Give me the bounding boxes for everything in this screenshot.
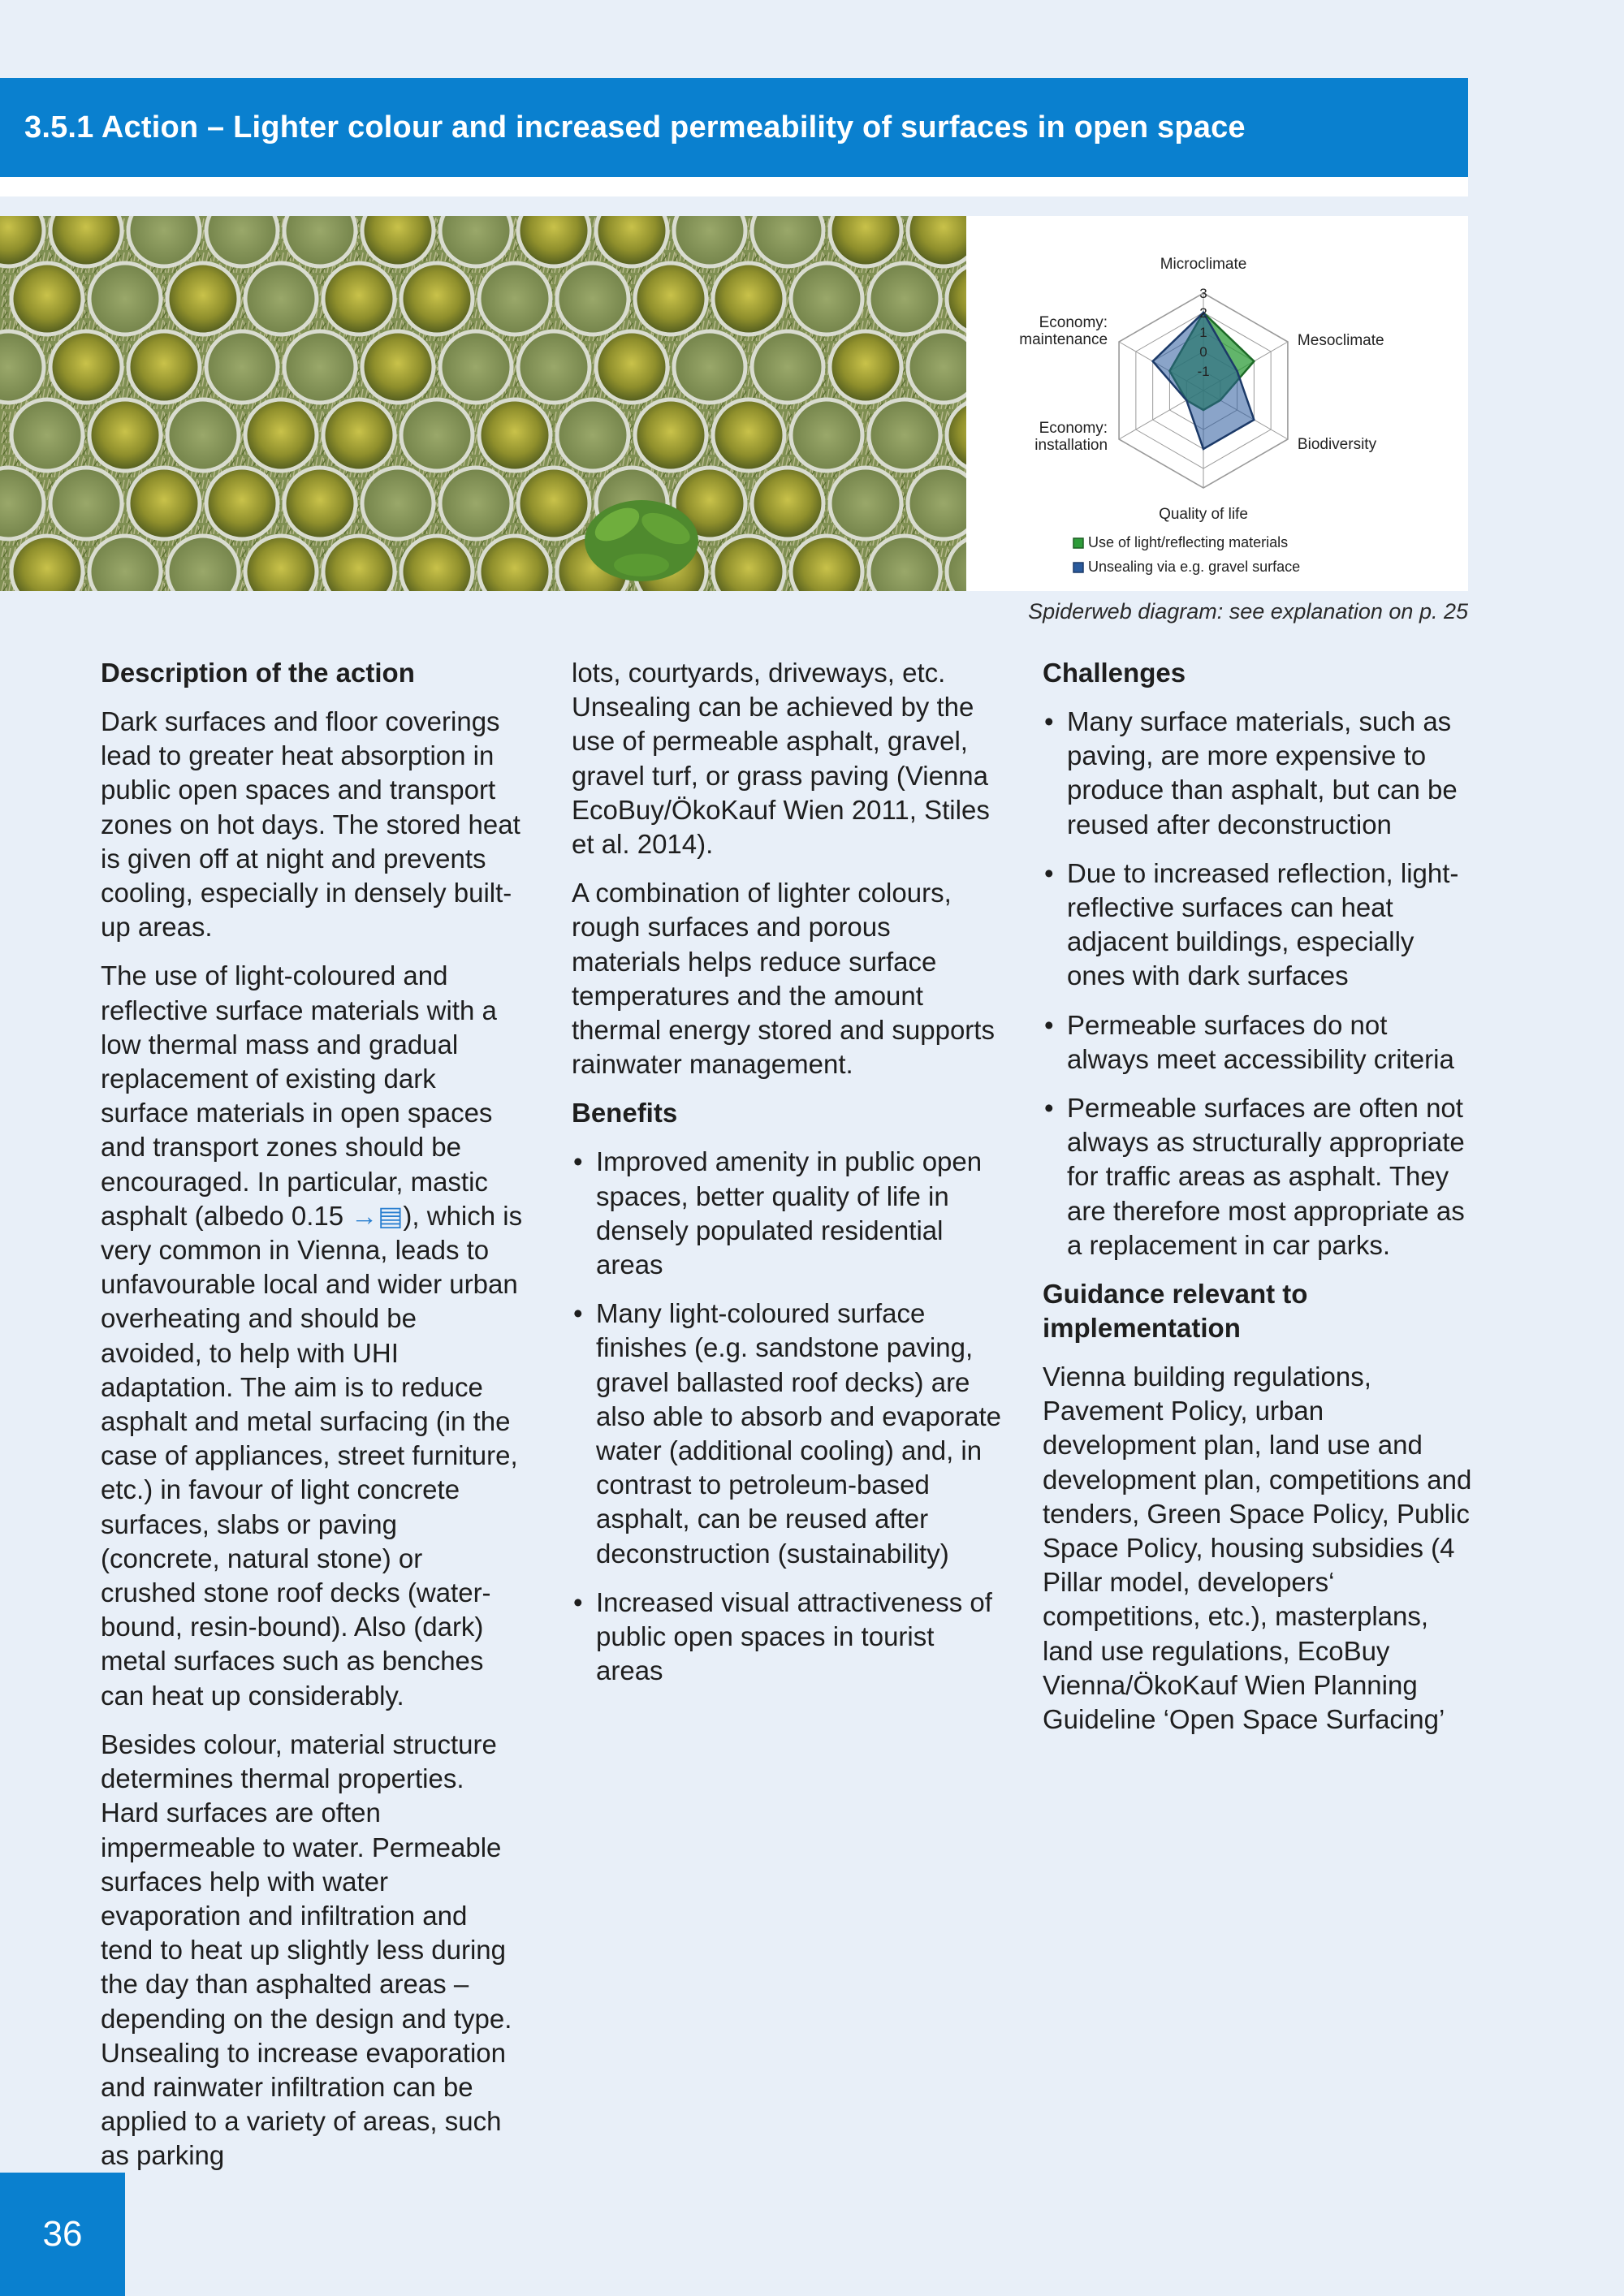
paving-cell — [128, 468, 200, 539]
paving-cell — [557, 399, 628, 471]
paving-cell — [206, 216, 278, 266]
spiderweb-diagram — [966, 216, 1468, 591]
radar-axis-label: Quality of life — [1159, 506, 1248, 523]
paving-cell — [50, 468, 122, 539]
description-heading: Description of the action — [101, 658, 415, 688]
benefits-heading: Benefits — [572, 1098, 678, 1129]
paving-cell — [791, 263, 862, 334]
list-item: • Many light-coloured surface finishes (e.g. sandstone paving, gravel ballasted roof decks) are also able to absorb and evaporate water (additional cooling) and, in contrast to petroleum-based asphalt, can be reused after deconstruction (sustainability) — [572, 1297, 1002, 1571]
paving-cell — [596, 331, 667, 403]
paving-cell — [245, 399, 317, 471]
paving-cell — [518, 468, 590, 539]
paving-cell — [401, 263, 473, 334]
paving-cell — [11, 399, 83, 471]
description-paragraph-2 — [101, 959, 523, 1712]
benefits-list — [572, 1145, 1002, 1688]
paving-cell — [323, 536, 395, 591]
paving-cell — [440, 468, 512, 539]
column-challenges — [1043, 656, 1473, 1751]
paving-cell — [245, 536, 317, 591]
paving-cell — [50, 331, 122, 403]
radar-tick-label: 3 — [1199, 286, 1207, 301]
paving-cell — [557, 263, 628, 334]
paving-cell — [908, 331, 966, 403]
legend-swatch-unsealing — [1073, 563, 1083, 572]
description-paragraph-2-start: The use of light-coloured and reflective surface materials with a low thermal mass and gradual replacement of existing dark surface materials in open spaces and transport zones should be encouraged. In particular, mastic asphalt (albedo 0.15 — [101, 960, 497, 1231]
challenges-heading: Challenges — [1043, 658, 1186, 688]
paving-cell — [830, 216, 901, 266]
paving-cell — [440, 331, 512, 403]
paving-cell — [791, 536, 862, 591]
page-number-box — [0, 2173, 125, 2296]
list-item: • Due to increased reflection, light-reflective surfaces can heat adjacent buildings, especially ones with dark surfaces — [1043, 857, 1473, 994]
paving-cell — [908, 468, 966, 539]
paving-cell — [752, 331, 823, 403]
section-title: 3.5.1 Action – Lighter colour and increased permeability of surfaces in open space — [24, 110, 1246, 145]
paving-cell — [635, 263, 706, 334]
paving-cell — [713, 399, 784, 471]
paving-cell — [713, 536, 784, 591]
paving-cell — [440, 216, 512, 266]
paving-cell — [167, 263, 239, 334]
paving-cell — [713, 263, 784, 334]
paving-cell — [245, 263, 317, 334]
list-item: • Improved amenity in public open spaces, better quality of life in densely populated residential areas — [572, 1145, 1002, 1282]
paving-cell — [206, 331, 278, 403]
paving-cell — [128, 216, 200, 266]
figure-caption: Spiderweb diagram: see explanation on p. 25 — [1028, 599, 1468, 624]
paving-cell — [674, 216, 745, 266]
paving-cell — [89, 399, 161, 471]
paving-cell — [791, 399, 862, 471]
legend-label-unsealing: Unsealing via e.g. gravel surface — [1088, 559, 1301, 575]
paving-cell — [11, 263, 83, 334]
paving-cell — [518, 331, 590, 403]
paving-cell — [869, 399, 940, 471]
paving-cell — [401, 536, 473, 591]
paving-cell — [362, 216, 434, 266]
combination-paragraph: A combination of lighter colours, rough surfaces and porous materials helps reduce surface temperatures and the amount thermal energy stored and supports rainwater management. — [572, 878, 995, 1080]
paving-cell — [752, 468, 823, 539]
unsealing-paragraph: lots, courtyards, driveways, etc. Unsealing can be achieved by the use of permeable asphalt, gravel, gravel turf, or grass paving (Vienna EcoBuy/ÖkoKauf Wien 2011, Stiles et al. 2014). — [572, 658, 990, 860]
paving-cell — [167, 399, 239, 471]
paving-cell — [518, 216, 590, 266]
legend-label-light: Use of light/reflecting materials — [1088, 534, 1289, 550]
title-divider — [0, 177, 1468, 196]
list-item: • Many surface materials, such as paving, are more expensive to produce than asphalt, but can be reused after deconstruction — [1043, 705, 1473, 842]
paving-cell — [128, 331, 200, 403]
glossary-link-icon[interactable]: →▤ — [351, 1200, 404, 1231]
radar-axis-label: Mesoclimate — [1297, 332, 1384, 349]
paving-cell — [206, 468, 278, 539]
paving-cell — [89, 263, 161, 334]
radar-tick-label: -1 — [1197, 364, 1210, 379]
description-paragraph-2-end: ), which is very common in Vienna, leads to unfavourable local and wider urban overheating and should be avoided, to help with UHI adaptation. The aim is to reduce asphalt and metal surfacing (in the case of appliances, street furniture, etc.) in favour of light concrete surfaces, slabs or paving (concrete, natural stone) or crushed stone roof decks (water-bound, resin-bound). Also (dark) metal surfaces such as benches can heat up considerably. — [101, 1200, 523, 1711]
paving-cell — [479, 536, 551, 591]
paving-cell — [869, 536, 940, 591]
paving-cell — [89, 536, 161, 591]
paving-cell — [50, 216, 122, 266]
legend-swatch-light — [1073, 538, 1083, 548]
column-benefits — [572, 656, 1002, 1703]
paving-cell — [479, 399, 551, 471]
description-paragraph-3: Besides colour, material structure determines thermal properties. Hard surfaces are often impermeable to water. Permeable surfaces help with water evaporation and infiltration and tend to heat up slightly less during the day than asphalted areas – depending on the design and type. Unsealing to increase evaporation and rainwater infiltration can be applied to a variety of areas, such as parking — [101, 1728, 512, 2171]
radar-axis-label: Economy: installation — [1034, 420, 1108, 454]
paving-cell — [635, 399, 706, 471]
description-paragraph-1: Dark surfaces and floor coverings lead to greater heat absorption in public open spaces and transport zones on hot days. The stored heat is given off at night and prevents cooling, especially in densely built-up areas. — [101, 706, 520, 943]
paving-cell — [284, 468, 356, 539]
paving-cell — [479, 263, 551, 334]
list-item: • Permeable surfaces do not always meet accessibility criteria — [1043, 1008, 1473, 1077]
column-description — [101, 656, 523, 2188]
guidance-paragraph: Vienna building regulations, Pavement Policy, urban development plan, land use and development plan, competitions and tenders, Green Space Policy, Public Space Policy, housing subsidies (4 Pillar model, developers‘ competitions, etc.), masterplans, land use regulations, EcoBuy Vienna/ÖkoKauf Wien Planning Guideline ‘Open Space Surfacing’ — [1043, 1362, 1472, 1735]
section-title-bar — [0, 78, 1468, 177]
paving-cell — [362, 331, 434, 403]
radar-axis-label: Biodiversity — [1297, 436, 1377, 453]
paving-cell — [362, 468, 434, 539]
radar-tick-label: 2 — [1199, 305, 1207, 321]
challenges-list — [1043, 705, 1473, 1262]
paving-cell — [674, 331, 745, 403]
paving-cell — [752, 216, 823, 266]
paving-cell — [401, 399, 473, 471]
guidance-heading: Guidance relevant to implementation — [1043, 1279, 1308, 1344]
grass-paving-photo — [0, 216, 966, 591]
paving-cell — [830, 468, 901, 539]
radar-tick-label: 0 — [1199, 344, 1207, 360]
radar-axis-label: Economy: maintenance — [1019, 314, 1108, 348]
list-item: • Permeable surfaces are often not always as structurally appropriate for traffic areas as asphalt. They are therefore most appropriate as a replacement in car parks. — [1043, 1091, 1473, 1262]
list-item: • Increased visual attractiveness of public open spaces in tourist areas — [572, 1586, 1002, 1689]
chart-legend — [1073, 534, 1300, 575]
paving-cell — [323, 399, 395, 471]
radar-tick-label: 1 — [1199, 325, 1207, 340]
radar-chart — [966, 216, 1468, 591]
paving-cell — [284, 216, 356, 266]
page-number: 36 — [42, 2214, 83, 2254]
grass-paving-illustration — [0, 216, 966, 591]
paving-cell — [596, 216, 667, 266]
paving-cell — [284, 331, 356, 403]
paving-cell — [11, 536, 83, 591]
paving-cell — [323, 263, 395, 334]
paving-cell — [869, 263, 940, 334]
weed-plant — [585, 500, 698, 581]
radar-axis-label: Microclimate — [1160, 256, 1247, 273]
paving-cell — [167, 536, 239, 591]
paving-cell — [830, 331, 901, 403]
